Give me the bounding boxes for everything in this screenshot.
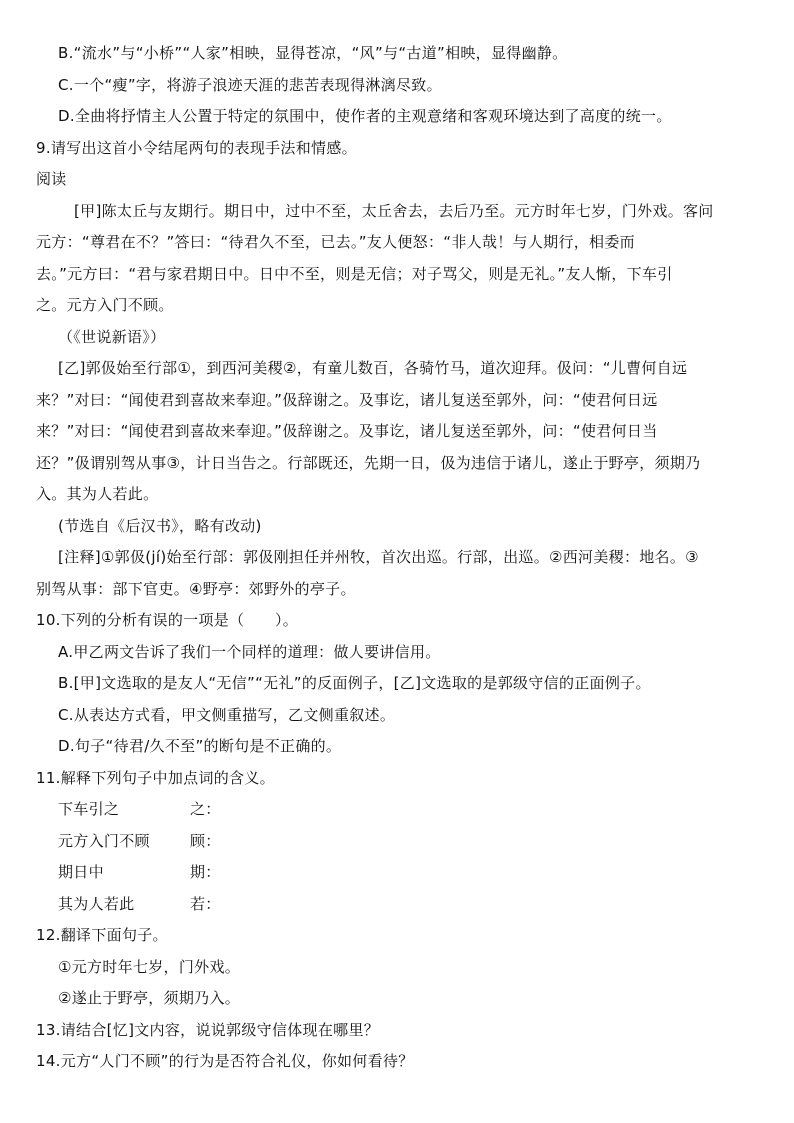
word-item-key: 期： bbox=[190, 863, 221, 881]
text-line: B.[甲]文选取的是友人“无信”“无礼”的反面例子，[乙]文选取的是郭级守信的正面例子。 bbox=[58, 674, 651, 692]
word-item-phrase: 其为人若此 bbox=[58, 894, 135, 913]
text-line: 9.请写出这首小令结尾两句的表现手法和情感。 bbox=[36, 138, 357, 157]
text-line: B.“流水”与“小桥”“人家”相映，显得苍凉，“风”与“古道”相映，显得幽静。 bbox=[58, 44, 568, 62]
text-line: 12.翻译下面句子。 bbox=[36, 926, 168, 944]
text-line: C.一个“瘦”字，将游子浪迹天涯的悲苦表现得淋漓尽致。 bbox=[58, 75, 442, 94]
word-item bbox=[36, 826, 758, 858]
word-item-phrase: 元方入门不顾 bbox=[58, 831, 150, 850]
text-line: 来？”对曰：“闻使君到喜故来奉迎。”伋辞谢之。及事讫，诸儿复送至郭外，问：“使君何日远 bbox=[36, 390, 658, 409]
text-line: 之。元方入门不顾。 bbox=[36, 296, 174, 314]
word-item bbox=[36, 857, 758, 889]
text-line: （《世说新语》） bbox=[58, 327, 166, 346]
text-line: 去。”元方曰：“君与家君期日中。日中不至，则是无信；对子骂父，则是无礼。”友人惭，下车引 bbox=[36, 264, 673, 283]
text-line: D.全曲将抒情主人公置于特定的氛围中，使作者的主观意绪和客观环境达到了高度的统一。 bbox=[58, 107, 672, 125]
text-line: 13.请结合[忆]文内容，说说郭级守信体现在哪里？ bbox=[36, 1020, 380, 1039]
word-item-phrase: 期日中 bbox=[58, 863, 104, 881]
word-definition-list bbox=[36, 794, 758, 920]
text-line: 来？”对曰：“闻使君到喜故来奉迎。”伋辞谢之。及事讫，诸儿复送至郭外，问：“使君何日当 bbox=[36, 422, 658, 440]
word-item-phrase: 下车引之 bbox=[58, 800, 120, 818]
question-block bbox=[36, 920, 758, 1078]
word-item-key: 之： bbox=[190, 800, 221, 818]
text-line: (节选自《后汉书》，略有改动) bbox=[58, 516, 262, 535]
text-line: 入。其为人若此。 bbox=[36, 485, 159, 503]
word-item-key: 若： bbox=[190, 894, 221, 913]
text-line: [注释]①郭伋(jí)始至行部：郭伋刚担任并州牧，首次出巡。行部，出巡。②西河美稷：地名。③ bbox=[58, 548, 699, 566]
text-line: 10.下列的分析有误的一项是（ ）。 bbox=[36, 611, 299, 629]
word-item-key: 顾： bbox=[190, 831, 221, 850]
text-line: 还？”伋谓别驾从事③，计日当告之。行部既还，先期一日，伋为违信于诸儿，遂止于野亭，须期乃 bbox=[36, 453, 701, 472]
text-line: 别驾从事：部下官吏。④野亭：郊野外的亭子。 bbox=[36, 579, 356, 598]
text-line: A.甲乙两文告诉了我们一个同样的道理：做人要讲信用。 bbox=[58, 642, 441, 661]
text-line: [乙]郭伋始至行部①，到西河美稷②，有童儿数百，各骑竹马，道次迎拜。伋问：“儿曹何自远 bbox=[58, 359, 688, 377]
word-item bbox=[36, 794, 758, 826]
text-line: 阅读 bbox=[36, 170, 67, 188]
text-line: ②遂止于野亭，须期乃入。 bbox=[58, 989, 241, 1007]
text-line: D.句子“待君/久不至”的断句是不正确的。 bbox=[58, 737, 342, 755]
text-line: ①元方时年七岁，门外戏。 bbox=[58, 957, 241, 976]
text-line: 14.元方“人门不顾”的行为是否符合礼仪，你如何看待？ bbox=[36, 1052, 414, 1070]
text-line: C.从表达方式看，甲文侧重描写，乙文侧重叙述。 bbox=[58, 705, 396, 724]
text-block bbox=[36, 38, 758, 794]
word-item bbox=[36, 889, 758, 921]
text-line: [甲]陈太丘与友期行。期日中，过中不至，太丘舍去，去后乃至。元方时年七岁，门外戏。客问 bbox=[74, 201, 714, 220]
document-page bbox=[36, 38, 758, 1078]
text-line: 11.解释下列句子中加点词的含义。 bbox=[36, 768, 275, 787]
text-line: 元方：“尊君在不？”答曰：“待君久不至，已去。”友人便怒：“非人哉！与人期行，相委而 bbox=[36, 233, 635, 251]
